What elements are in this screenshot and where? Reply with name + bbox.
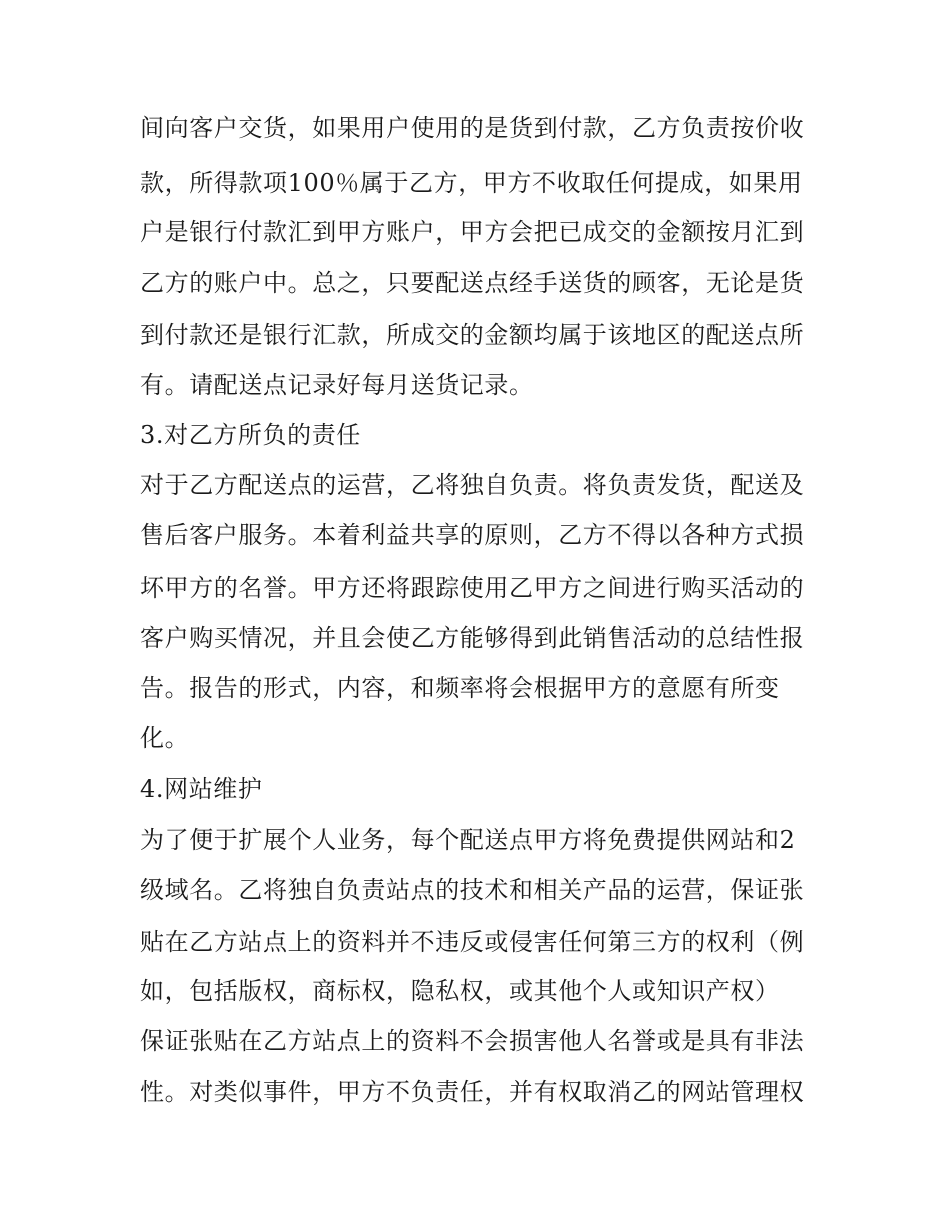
paragraph-line: 到付款还是银行汇款，所成交的金额均属于该地区的配送点所 [140,321,805,349]
paragraph-line: 款，所得款项100％属于乙方，甲方不收取任何提成，如果用 [140,169,803,197]
paragraph-line: 售后客户服务。本着利益共享的原则，乙方不得以各种方式损 [140,521,805,549]
paragraph-line: 坏甲方的名誉。甲方还将跟踪使用乙甲方之间进行购买活动的 [140,574,805,602]
paragraph-line: 告。报告的形式，内容，和频率将会根据甲方的意愿有所变 [140,674,780,702]
paragraph-line: 对于乙方配送点的运营，乙将独自负责。将负责发货，配送及 [140,471,805,499]
paragraph-line: 性。对类似事件，甲方不负责任，并有权取消乙的网站管理权 [140,1078,805,1106]
section-heading: 3.对乙方所负的责任 [140,421,361,449]
paragraph-line: 级域名。乙将独自负责站点的技术和相关产品的运营，保证张 [140,876,805,904]
paragraph-line: 间向客户交货，如果用户使用的是货到付款，乙方负责按价收 [140,114,805,142]
paragraph-line: 乙方的账户中。总之，只要配送点经手送货的顾客，无论是货 [140,269,805,297]
paragraph-line: 客户购买情况，并且会使乙方能够得到此销售活动的总结性报 [140,624,805,652]
paragraph-line: 化。 [140,724,190,752]
paragraph-line: 如，包括版权，商标权，隐私权，或其他个人或知识产权） [140,977,780,1005]
paragraph-line: 贴在乙方站点上的资料并不违反或侵害任何第三方的权利（例 [140,928,805,956]
paragraph-line: 户是银行付款汇到甲方账户，甲方会把已成交的金额按月汇到 [140,218,805,246]
paragraph-line: 保证张贴在乙方站点上的资料不会损害他人名誉或是具有非法 [140,1027,805,1055]
section-heading: 4.网站维护 [140,775,263,803]
paragraph-line: 有。请配送点记录好每月送货记录。 [140,371,534,399]
paragraph-line: 为了便于扩展个人业务，每个配送点甲方将免费提供网站和2 [140,826,796,854]
